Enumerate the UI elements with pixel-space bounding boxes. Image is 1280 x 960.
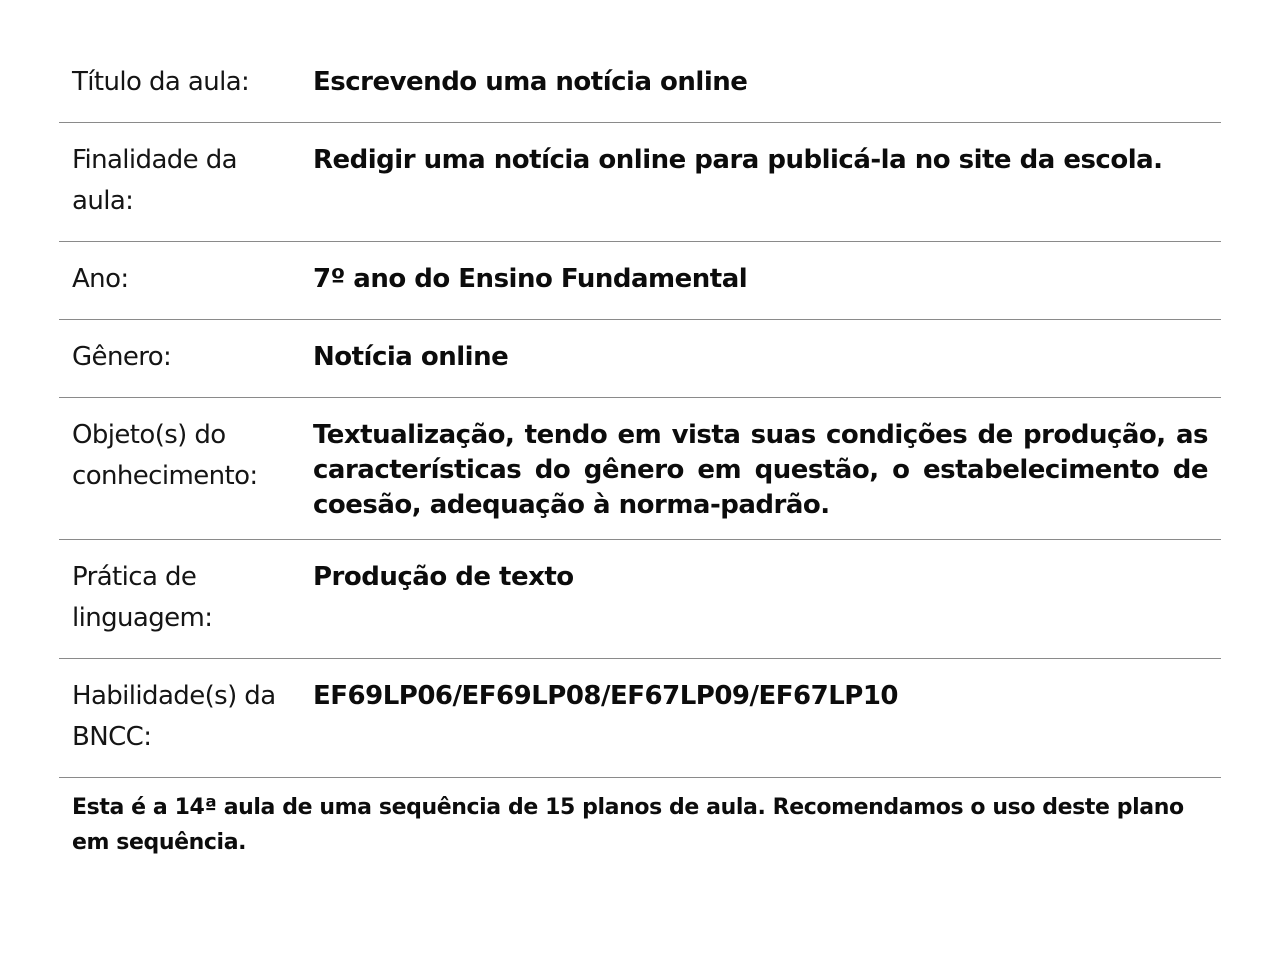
label-finalidade: Finalidade da aula: [59, 123, 300, 242]
lesson-info-table [59, 45, 1221, 778]
row-finalidade [59, 123, 1221, 242]
row-ano [59, 242, 1221, 320]
lesson-plan-sheet [59, 45, 1221, 860]
label-genero: Gênero: [59, 320, 300, 398]
value-titulo: Escrevendo uma notícia online [300, 45, 1221, 123]
row-habilidades [59, 659, 1221, 778]
row-pratica [59, 540, 1221, 659]
row-genero [59, 320, 1221, 398]
value-ano: 7º ano do Ensino Fundamental [300, 242, 1221, 320]
label-titulo: Título da aula: [59, 45, 300, 123]
value-objetos: Textualização, tendo em vista suas condições de produção, as características do gênero em questão, o estabelecimento de coesão, adequação à norma-padrão. [300, 398, 1221, 540]
label-pratica: Prática de linguagem: [59, 540, 300, 659]
row-objetos [59, 398, 1221, 540]
label-objetos: Objeto(s) do conhecimento: [59, 398, 300, 540]
sequence-note: Esta é a 14ª aula de uma sequência de 15 planos de aula. Recomendamos o uso deste plano em sequência. [72, 795, 1184, 855]
value-finalidade: Redigir uma notícia online para publicá-la no site da escola. [300, 123, 1221, 242]
value-pratica: Produção de texto [300, 540, 1221, 659]
value-genero: Notícia online [300, 320, 1221, 398]
value-habilidades: EF69LP06/EF69LP08/EF67LP09/EF67LP10 [300, 659, 1221, 778]
label-ano: Ano: [59, 242, 300, 320]
label-habilidades: Habilidade(s) da BNCC: [59, 659, 300, 778]
row-titulo [59, 45, 1221, 123]
